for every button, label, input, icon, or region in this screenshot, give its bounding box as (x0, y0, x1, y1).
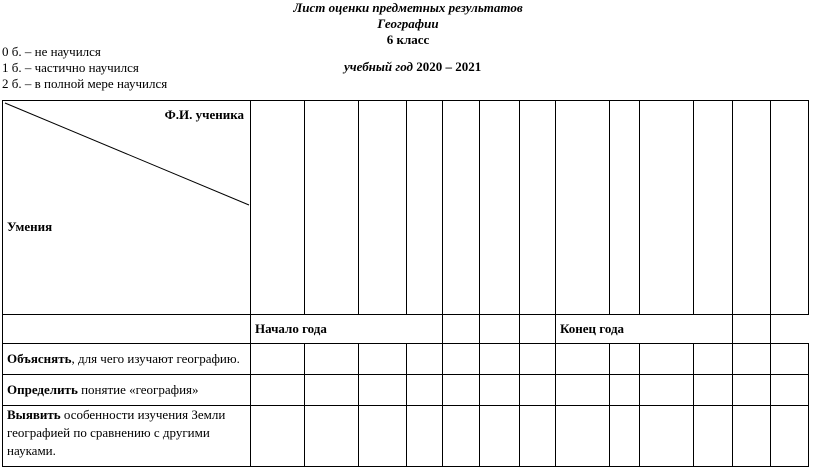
name-cell[interactable] (480, 101, 520, 315)
skill-text (3, 375, 251, 406)
score-cell[interactable] (694, 344, 733, 375)
score-cell[interactable] (359, 375, 407, 406)
score-cell[interactable] (733, 406, 771, 467)
student-names-row (3, 101, 809, 315)
score-cell[interactable] (443, 375, 480, 406)
score-cell[interactable] (640, 344, 694, 375)
score-cell[interactable] (407, 375, 443, 406)
period-cell (520, 315, 556, 344)
score-cell[interactable] (520, 344, 556, 375)
score-cell[interactable] (771, 375, 809, 406)
score-cell[interactable] (694, 375, 733, 406)
name-cell[interactable] (610, 101, 640, 315)
score-cell[interactable] (640, 406, 694, 467)
skill-verb: Выявить (7, 407, 61, 422)
assessment-table (2, 100, 809, 467)
skills-header: Умения (7, 219, 53, 234)
score-cell[interactable] (694, 406, 733, 467)
name-cell[interactable] (694, 101, 733, 315)
score-cell[interactable] (610, 406, 640, 467)
name-cell[interactable] (640, 101, 694, 315)
school-year (344, 59, 481, 75)
name-cell[interactable] (443, 101, 480, 315)
name-cell[interactable] (520, 101, 556, 315)
subject-title: Географии (377, 16, 439, 31)
score-cell[interactable] (251, 375, 305, 406)
skill-verb: Объяснять (7, 351, 72, 366)
score-cell[interactable] (251, 344, 305, 375)
score-cell[interactable] (480, 375, 520, 406)
skill-row (3, 375, 809, 406)
diagonal-divider (3, 101, 251, 314)
skill-desc: понятие «география» (77, 382, 199, 397)
score-cell[interactable] (305, 375, 359, 406)
corner-header-cell (3, 101, 251, 315)
document-title: Лист оценки предметных результатов (293, 0, 523, 15)
student-header: Ф.И. ученика (164, 107, 244, 122)
name-cell[interactable] (251, 101, 305, 315)
score-cell[interactable] (359, 406, 407, 467)
score-cell[interactable] (610, 344, 640, 375)
score-cell[interactable] (556, 406, 610, 467)
score-cell[interactable] (305, 406, 359, 467)
name-cell[interactable] (407, 101, 443, 315)
score-cell[interactable] (443, 344, 480, 375)
score-cell[interactable] (640, 375, 694, 406)
score-cell[interactable] (407, 406, 443, 467)
skill-text (3, 344, 251, 375)
period-cell (733, 315, 771, 344)
grade-title: 6 класс (386, 32, 430, 47)
skill-verb: Определить (7, 382, 78, 397)
period-end-header: Конец года (556, 315, 733, 344)
score-cell[interactable] (407, 344, 443, 375)
name-cell[interactable] (733, 101, 771, 315)
score-cell[interactable] (480, 344, 520, 375)
score-cell[interactable] (251, 406, 305, 467)
period-start-header: Начало года (251, 315, 443, 344)
legend-item-0: 0 б. – не научился (2, 44, 101, 59)
period-blank-cell (3, 315, 251, 344)
score-cell[interactable] (733, 344, 771, 375)
score-cell[interactable] (556, 344, 610, 375)
score-cell[interactable] (556, 375, 610, 406)
score-cell[interactable] (305, 344, 359, 375)
period-cell (443, 315, 480, 344)
period-row (3, 315, 809, 344)
skill-text (3, 406, 251, 467)
score-cell[interactable] (771, 406, 809, 467)
skill-desc: особенности изучения Земли географией по сравнению с другими науками. (7, 407, 226, 458)
period-cell (480, 315, 520, 344)
name-cell[interactable] (305, 101, 359, 315)
skill-row (3, 344, 809, 375)
score-cell[interactable] (733, 375, 771, 406)
school-year-label: учебный год (344, 59, 413, 74)
score-cell[interactable] (610, 375, 640, 406)
score-cell[interactable] (480, 406, 520, 467)
name-cell[interactable] (359, 101, 407, 315)
score-cell[interactable] (520, 375, 556, 406)
skill-row (3, 406, 809, 467)
legend-item-1: 1 б. – частично научился (2, 60, 139, 75)
score-cell[interactable] (520, 406, 556, 467)
school-year-value: 2020 – 2021 (416, 59, 482, 74)
score-cell[interactable] (771, 344, 809, 375)
legend-item-2: 2 б. – в полной мере научился (2, 76, 168, 91)
score-cell[interactable] (359, 344, 407, 375)
name-cell[interactable] (556, 101, 610, 315)
skill-desc: , для чего изучают географию. (71, 351, 240, 366)
name-cell[interactable] (771, 101, 809, 315)
score-cell[interactable] (443, 406, 480, 467)
